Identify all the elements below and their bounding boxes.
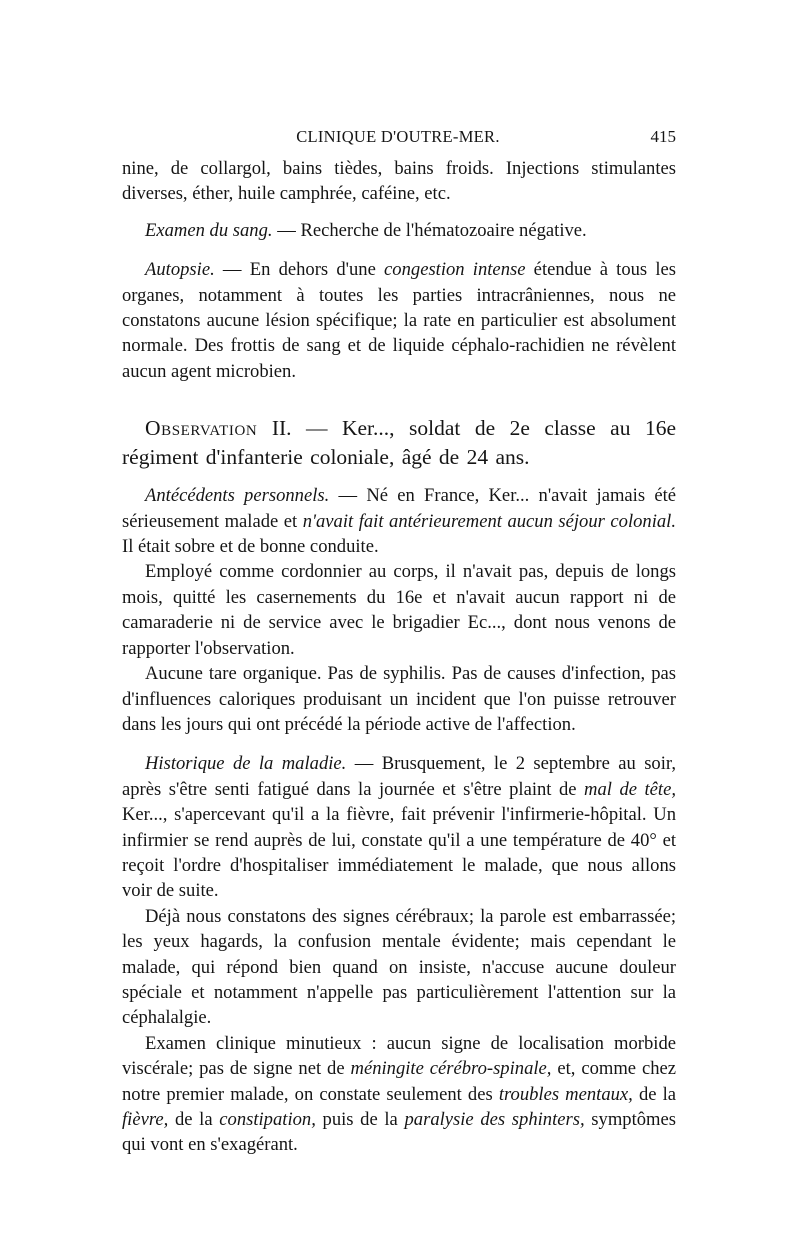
paragraph-employment: Employé comme cordonnier au corps, il n'avait pas, depuis de longs mois, quitté les casernements du 16e et n'avait aucun rapport ni de camaraderie ni de service avec le brigadier Ec..., dont nous venons de rapporter l'observation.	[122, 561, 676, 659]
page-number: 415	[650, 127, 676, 146]
personal-history-text-1: — Né en France, Ker... n'avait jamais été sérieusement malade et	[122, 485, 676, 532]
personal-history-text-2: Il était sobre et de bonne conduite.	[122, 536, 379, 558]
paragraph-treatment-continued: nine, de collargol, bains tièdes, bains froids. Injections stimulantes diverses, éther, huile camphrée, caféine, etc.	[122, 158, 676, 205]
running-title: CLINIQUE D'OUTRE-MER.	[296, 127, 500, 146]
autopsy-text-2: étendue à tous les organes, notamment à toutes les parties intracrâniennes, nous ne constatons aucune lésion spécifique; la rate en particulier est absolument normale. Des frottis de sang et de liquide céphalo-rachidien ne révèlent aucun agent microbien.	[122, 259, 677, 382]
paragraph-blood-exam	[122, 218, 676, 243]
clinical-exam-emphasis-3: fièvre,	[122, 1109, 169, 1130]
clinical-exam-text-1: Examen clinique minutieux : aucun signe de localisation morbide viscérale; pas de signe net de	[122, 1032, 676, 1080]
autopsy-text-1: — En dehors d'une	[214, 259, 385, 281]
clinical-exam-text-5: puis de la	[315, 1109, 405, 1130]
paragraph-personal-history	[122, 483, 676, 559]
blood-exam-label: Examen du sang.	[145, 219, 273, 241]
paragraph-cerebral-signs: Déjà nous constatons des signes cérébraux; la parole est embarrassée; les yeux hagards, la confusion mentale évidente; mais cependant le malade, qui répond bien quand on insiste, n'accuse aucune douleur spéciale et notamment n'appelle pas particulièrement l'attention sur la céphalalgie.	[122, 905, 676, 1029]
clinical-exam-emphasis-5: paralysie des sphinters,	[404, 1109, 585, 1130]
paragraph-disease-history	[122, 751, 676, 903]
observation-label: Observation	[145, 416, 258, 441]
clinical-exam-emphasis-4: constipation,	[219, 1109, 316, 1130]
clinical-exam-text-3: de la	[632, 1083, 677, 1105]
disease-history-emphasis: mal de tête,	[584, 778, 676, 800]
disease-history-text-1: — Brusquement, le 2 septembre au soir, après s'être senti fatigué dans la journée et s'être plaint de	[122, 753, 676, 800]
personal-history-emphasis: n'avait fait antérieurement aucun séjour colonial.	[302, 510, 676, 532]
autopsy-emphasis: congestion intense	[384, 259, 526, 281]
disease-history-text-2: Ker..., s'apercevant qu'il a la fièvre, fait prévenir l'infirmerie-hôpital. Un infirmier se rend auprès de lui, constate qu'il a une température de 40° et reçoit l'ordre d'hospitaliser immédiatement le malade, que nous allons voir de suite.	[122, 804, 676, 902]
paragraph-clinical-exam	[122, 1031, 676, 1158]
paragraph-no-defects: Aucune tare organique. Pas de syphilis. Pas de causes d'infection, pas d'influences caloriques produisant un incident que l'on puisse retrouver dans les jours qui ont précédé la période active de l'affection.	[122, 663, 676, 735]
clinical-exam-emphasis-1: méningite cérébro-spinale,	[350, 1058, 552, 1080]
paragraph-autopsy	[122, 257, 676, 384]
clinical-exam-text-2: et, comme chez notre premier malade, on constate seulement des	[122, 1058, 677, 1105]
clinical-exam-text-4: de la	[168, 1109, 220, 1130]
disease-history-label: Historique de la maladie.	[145, 753, 347, 775]
observation-text: II. — Ker..., soldat de 2e classe au 16e régiment d'infanterie coloniale, âgé de 24 ans.	[122, 416, 676, 470]
personal-history-label: Antécédents personnels.	[145, 485, 330, 507]
autopsy-label: Autopsie.	[145, 259, 215, 281]
blood-exam-text: — Recherche de l'hématozoaire négative.	[272, 219, 587, 241]
running-head	[120, 118, 676, 148]
clinical-exam-text-6: symptômes qui vont en s'exagérant.	[122, 1109, 677, 1156]
body-text	[122, 156, 676, 1158]
clinical-exam-emphasis-2: troubles mentaux,	[498, 1083, 633, 1105]
observation-heading	[122, 414, 676, 472]
